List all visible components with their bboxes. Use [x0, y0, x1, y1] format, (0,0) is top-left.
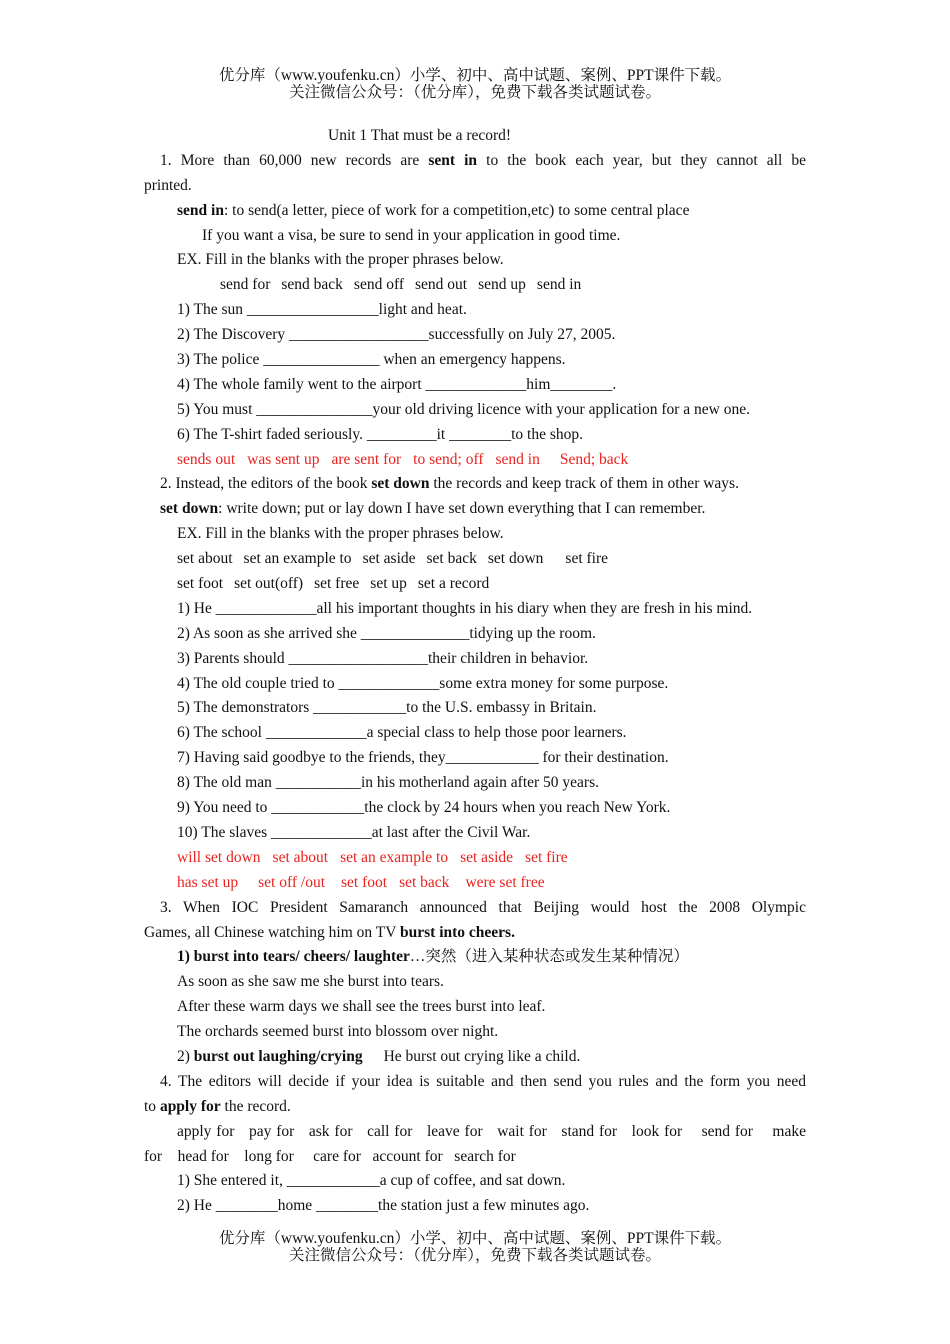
document-body — [144, 124, 806, 1219]
header-line-1: 优分库（www.youfenku.cn）小学、初中、高中试题、案例、PPT课件下载。 — [218, 67, 732, 84]
page-footer — [0, 1230, 950, 1264]
s1-phrase-bank: send for send back send off send out send up send in — [220, 276, 582, 294]
s3-example: The orchards seemed burst into blossom over night. — [177, 1023, 499, 1041]
s2-answers-2: has set up set off /out set foot set back were set free — [177, 873, 545, 891]
s2-item: 5) The demonstrators ____________to the U.S. embassy in Britain. — [177, 699, 597, 717]
s4-phrase-bank-2: for head for long for care for account for search for — [144, 1147, 516, 1165]
s1-exercise-title: EX. Fill in the blanks with the proper phrases below. — [177, 251, 504, 269]
s1-item: 4) The whole family went to the airport _____________him________. — [177, 375, 617, 393]
s1-item: 3) The police _______________ when an emergency happens. — [177, 351, 566, 369]
s1-paragraph-line-1: 1. More than 60,000 new records are sent in to the book each year, but they cannot all be — [160, 151, 806, 169]
page-header — [0, 67, 950, 101]
s3-example: After these warm days we shall see the trees burst into leaf. — [177, 998, 546, 1016]
s1-definition: send in: to send(a letter, piece of work for a competition,etc) to some central place — [177, 201, 690, 219]
s1-item: 5) You must _______________your old driving licence with your application for a new one. — [177, 400, 750, 418]
s2-key-phrase: set down — [371, 475, 430, 493]
s1-answers: sends out was sent up are sent for to send; off send in Send; back — [177, 450, 629, 468]
s3-example: As soon as she saw me she burst into tears. — [177, 973, 444, 991]
s2-item: 1) He _____________all his important thoughts in his diary when they are fresh in his mind. — [177, 599, 753, 617]
s1-paragraph-line-2: printed. — [144, 176, 192, 194]
s3-paragraph-line-1: 3. When IOC President Samaranch announced that Beijing would host the 2008 Olympic — [160, 898, 806, 916]
footer-line-1: 优分库（www.youfenku.cn）小学、初中、高中试题、案例、PPT课件下载。 — [218, 1230, 732, 1247]
s4-item: 2) He ________home ________the station just a few minutes ago. — [177, 1197, 590, 1215]
s3-key-phrase: burst into cheers. — [400, 923, 515, 941]
page-title: Unit 1 That must be a record! — [328, 127, 512, 144]
s2-exercise-title: EX. Fill in the blanks with the proper phrases below. — [177, 525, 504, 543]
s2-item: 8) The old man ___________in his motherland again after 50 years. — [177, 774, 599, 792]
s2-phrase-bank-1: set about set an example to set aside set back set down set fire — [177, 550, 609, 568]
s2-item: 9) You need to ____________the clock by 24 hours when you reach New York. — [177, 799, 671, 817]
header-line-2: 关注微信公众号：（优分库），免费下载各类试题试卷。 — [288, 84, 661, 101]
s4-paragraph-line-1: 4. The editors will decide if your idea is suitable and then send you rules and the form you need — [160, 1072, 806, 1090]
s3-subheading-2: 2) burst out laughing/crying He burst out crying like a child. — [177, 1047, 581, 1065]
s3-subheading-1: 1) burst into tears/ cheers/ laughter…突然（进入某种状态或发生某种情况） — [177, 948, 689, 966]
s1-item: 1) The sun _________________light and heat. — [177, 301, 467, 319]
s2-item: 10) The slaves _____________at last after the Civil War. — [177, 823, 531, 841]
s2-answers-1: will set down set about set an example to set aside set fire — [177, 848, 568, 866]
s2-item: 2) As soon as she arrived she ______________tidying up the room. — [177, 624, 596, 642]
s2-definition: set down: write down; put or lay down I have set down everything that I can remember. — [160, 500, 706, 518]
s2-item: 3) Parents should __________________their children in behavior. — [177, 649, 589, 667]
s2-item: 4) The old couple tried to _____________some extra money for some purpose. — [177, 674, 669, 692]
footer-line-2: 关注微信公众号：（优分库），免费下载各类试题试卷。 — [288, 1247, 661, 1264]
s4-phrase-bank-1: apply for pay for ask for call for leave for wait for stand for look for send for make — [177, 1122, 806, 1140]
s4-key-phrase: apply for — [159, 1097, 221, 1115]
s1-item: 6) The T-shirt faded seriously. _________it ________to the shop. — [177, 425, 583, 443]
s3-paragraph-line-2: Games, all Chinese watching him on TV burst into cheers. — [144, 923, 515, 941]
s2-item: 7) Having said goodbye to the friends, they____________ for their destination. — [177, 749, 669, 767]
s2-paragraph: 2. Instead, the editors of the book set down the records and keep track of them in other ways. — [160, 475, 739, 493]
s1-item: 2) The Discovery __________________successfully on July 27, 2005. — [177, 326, 616, 344]
s1-key-phrase: sent in — [428, 151, 478, 169]
s2-item: 6) The school _____________a special class to help those poor learners. — [177, 724, 627, 742]
s2-phrase-bank-2: set foot set out(off) set free set up set a record — [177, 575, 490, 593]
s1-example: If you want a visa, be sure to send in your application in good time. — [202, 226, 621, 244]
s4-paragraph-line-2: to apply for the record. — [144, 1097, 291, 1115]
s4-item: 1) She entered it, ____________a cup of coffee, and sat down. — [177, 1172, 566, 1190]
